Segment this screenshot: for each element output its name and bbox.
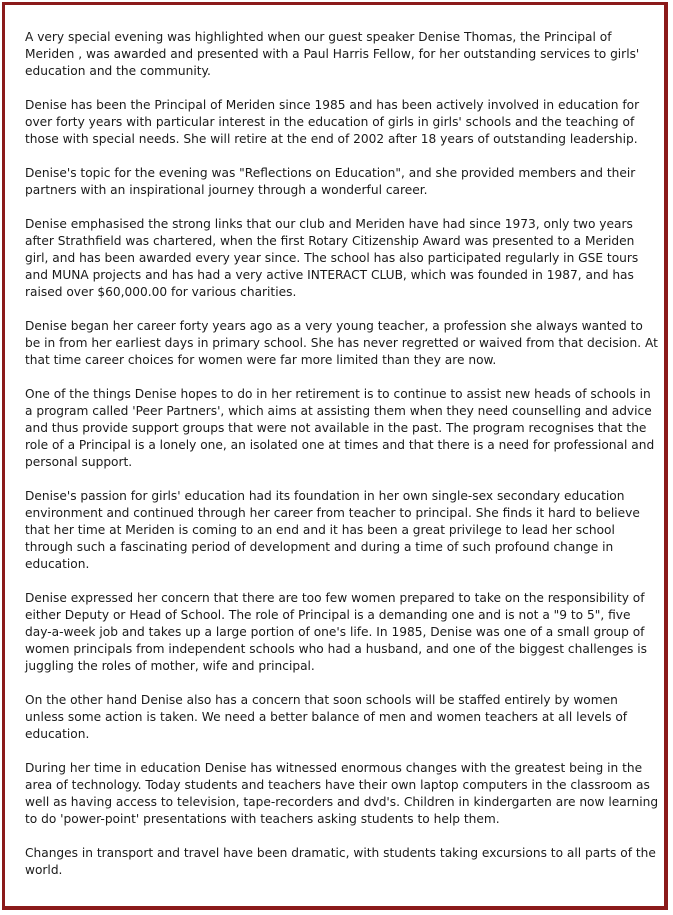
paragraph-6: One of the things Denise hopes to do in her retirement is to continue to assist new heads of schools in a program called 'Peer Partners', which aims at assisting them when they need counselling and advice and thus provide support groups that were not available in the past. The program recognises that the role of a Principal is a lonely one, an isolated one at times and that there is a need for professional and personal support. xyxy=(25,387,655,469)
paragraph-9: On the other hand Denise also has a concern that soon schools will be staffed entirely by women unless some action is taken. We need a better balance of men and women teachers at all levels of education. xyxy=(25,693,628,741)
paragraph-4: Denise emphasised the strong links that our club and Meriden have had since 1973, only two years after Strathfield was chartered, when the first Rotary Citizenship Award was presented to a Meriden girl, and has been awarded every year since. The school has also participated regularly in GSE tours and MUNA projects and has had a very active INTERACT CLUB, which was founded in 1987, and has raised over $60,000.00 for various charities. xyxy=(25,217,639,299)
article-body xyxy=(25,29,659,879)
paragraph-8: Denise expressed her concern that there are too few women prepared to take on the responsibility of either Deputy or Head of School. The role of Principal is a demanding one and is not a "9 to 5", five day-a-week job and takes up a large portion of one's life. In 1985, Denise was one of a small group of women principals from independent schools who had a husband, and one of the biggest challenges is juggling the roles of mother, wife and principal. xyxy=(25,591,648,673)
page-frame xyxy=(2,2,668,910)
paragraph-7: Denise's passion for girls' education had its foundation in her own single-sex secondary education environment and continued through her career from teacher to principal. She finds it hard to believe that her time at Meriden is coming to an end and it has been a great privilege to lead her school through such a fascinating period of development and during a time of such profound change in education. xyxy=(25,489,640,571)
paragraph-1: A very special evening was highlighted when our guest speaker Denise Thomas, the Principal of Meriden , was awarded and presented with a Paul Harris Fellow, for her outstanding services to girls' education and the community. xyxy=(25,30,640,78)
paragraph-2: Denise has been the Principal of Meriden since 1985 and has been actively involved in education for over forty years with particular interest in the education of girls in girls' schools and the teaching of those with special needs. She will retire at the end of 2002 after 18 years of outstanding leadership. xyxy=(25,98,640,146)
paragraph-10: During her time in education Denise has witnessed enormous changes with the greatest being in the area of technology. Today students and teachers have their own laptop computers in the classroom as well as having access to television, tape-recorders and dvd's. Children in kindergarten are now learning to do 'power-point' presentations with teachers asking students to help them. xyxy=(25,761,659,826)
paragraph-11: Changes in transport and travel have been dramatic, with students taking excursions to all parts of the world. xyxy=(25,846,656,877)
paragraph-3: Denise's topic for the evening was "Reflections on Education", and she provided members and their partners with an inspirational journey through a wonderful career. xyxy=(25,166,636,197)
paragraph-5: Denise began her career forty years ago as a very young teacher, a profession she always wanted to be in from her earliest days in primary school. She has never regretted or waived from that decision. At that time career choices for women were far more limited than they are now. xyxy=(25,319,658,367)
